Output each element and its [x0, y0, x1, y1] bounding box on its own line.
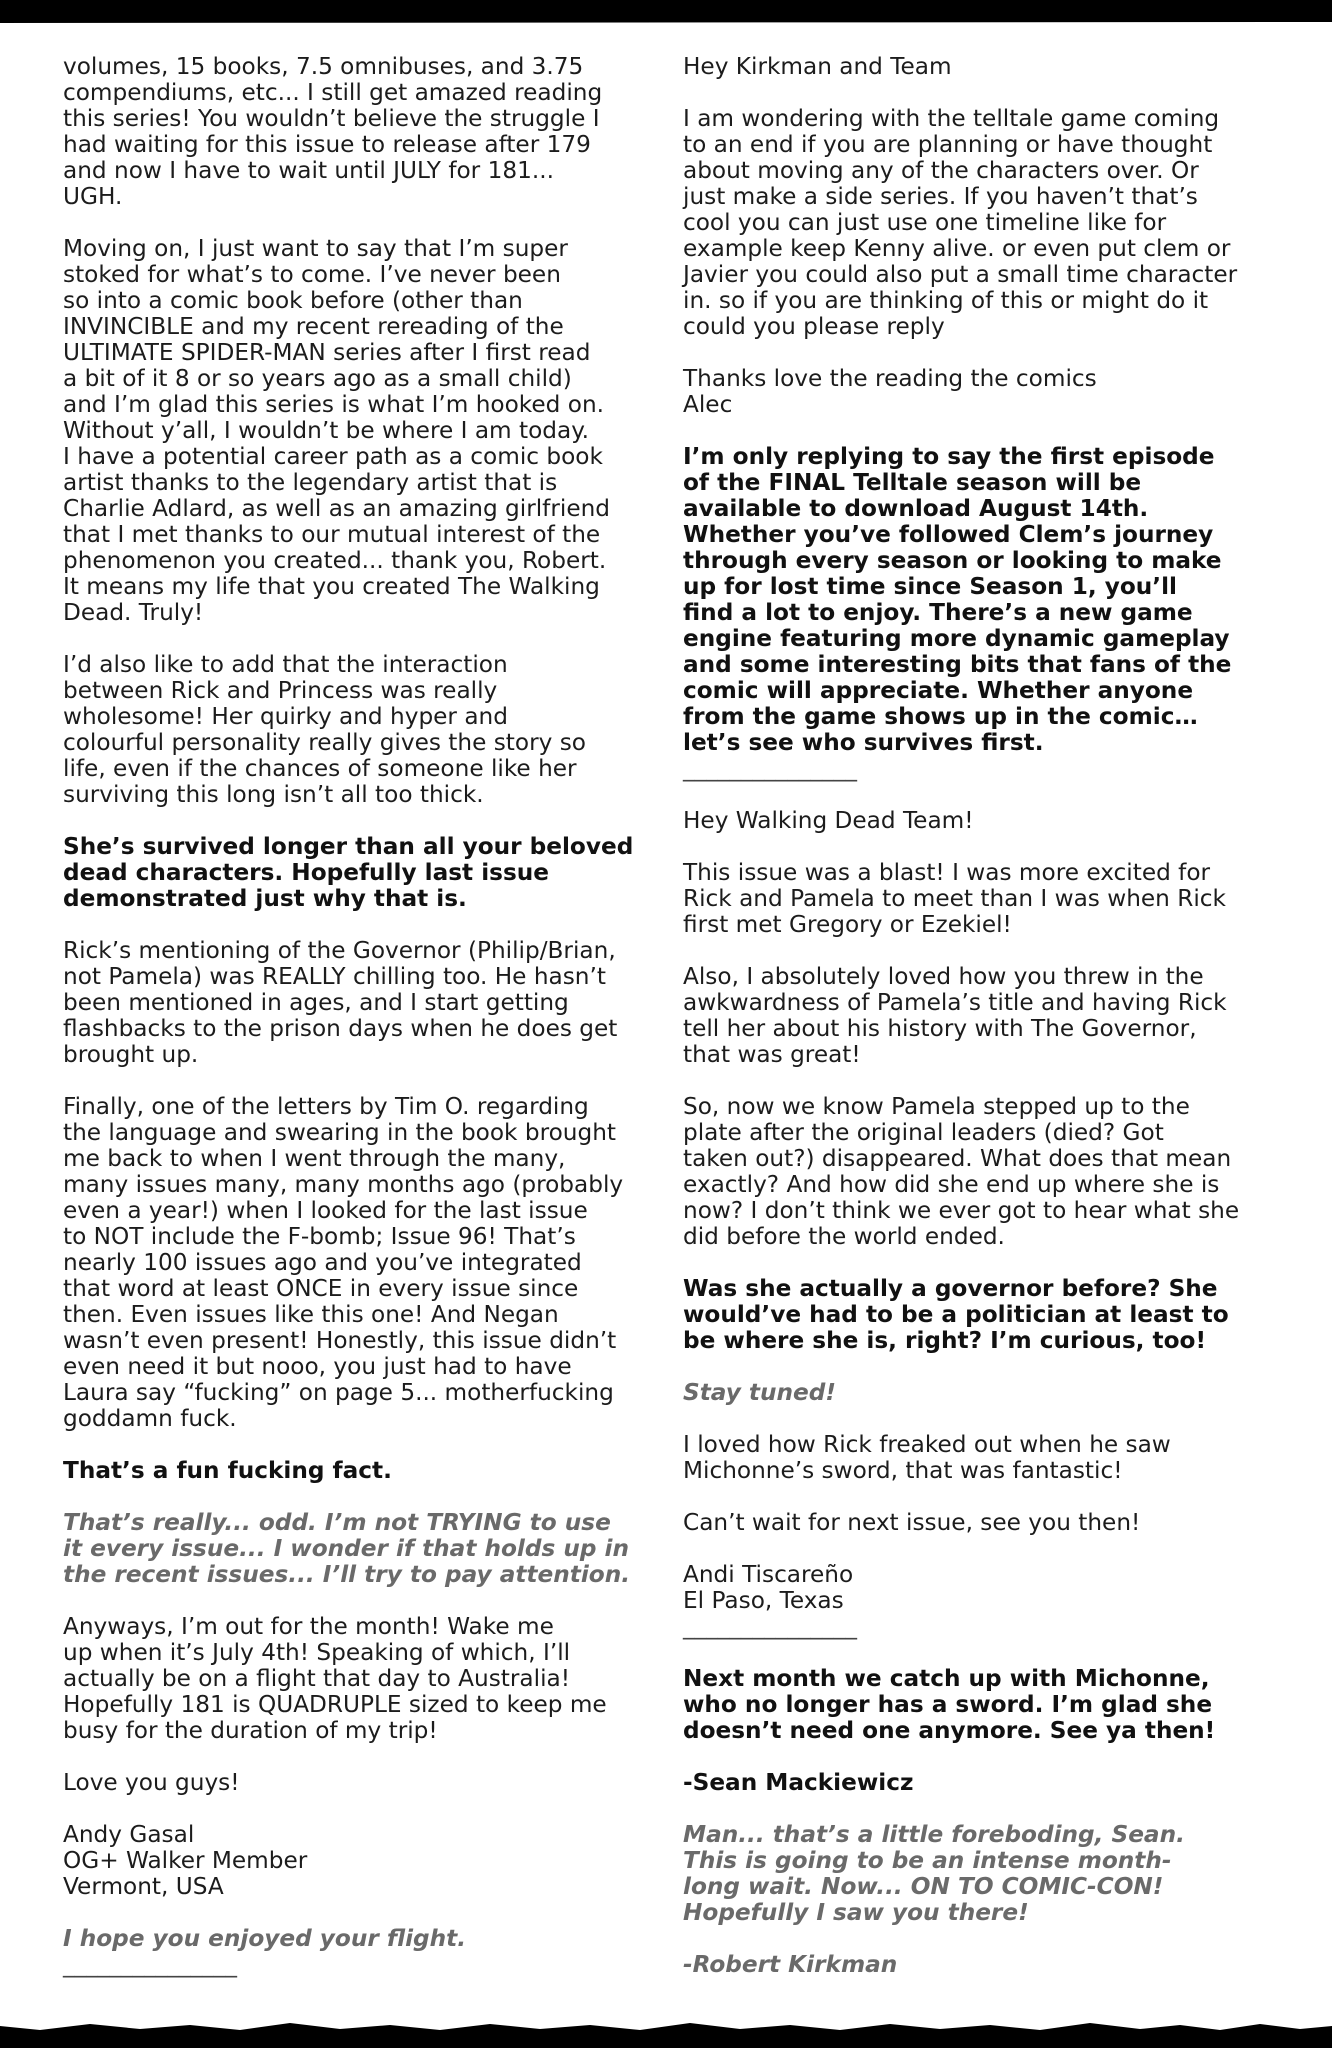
right-letter-paragraph: Andi Tiscareño El Paso, Texas — [683, 1561, 854, 1614]
left-editor-reply: She’s survived longer than all your beloved dead characters. Hopefully last issue demonstrated just why that is. — [63, 833, 634, 912]
right-letter-paragraph: Also, I absolutely loved how you threw in the awkwardness of Pamela’s title and having Rick tell her about his history with The Governor, that was great! — [683, 963, 1227, 1068]
left-letter-paragraph: Finally, one of the letters by Tim O. regarding the language and swearing in the book brought me back to when I went through the many, many issues many, many months ago (probably even a year!) when I looked for the last issue to NOT include the F-bomb; Issue 96! That’s nearly 100 issues ago and you’ve integrated that word at least ONCE in every issue since then. Even issues like this one! And Negan wasn’t even present! Honestly, this issue didn’t even need it but nooo, you just had to have Laura say “fucking” on page 5... motherfucking goddamn fuck. — [63, 1093, 624, 1432]
right-editor-reply: -Sean Mackiewicz — [683, 1769, 914, 1796]
right-letter-paragraph: Can’t wait for next issue, see you then! — [683, 1509, 1141, 1536]
right-letter-paragraph: I am wondering with the telltale game coming to an end if you are planning or have thought about moving any of the characters over. Or just make a side series. If you haven’t that’s cool you can just use one timeline like for example keep Kenny alive. or even put clem or Javier you could also put a small time character in. so if you are thinking of this or might do it could you please reply — [683, 105, 1238, 340]
right-kirkman-reply: -Robert Kirkman — [683, 1951, 898, 1978]
left-letter-paragraph: Rick’s mentioning of the Governor (Philip/Brian, not Pamela) was REALLY chilling too. He hasn’t been mentioned in ages, and I start getting flashbacks to the prison days when he does get brought up. — [63, 937, 618, 1068]
right-kirkman-reply: Man... that’s a little foreboding, Sean. This is going to be an intense month- long wait. Now... ON TO COMIC-CON! Hopefully I saw you there! — [683, 1821, 1185, 1926]
right-separator: _______________ — [683, 1613, 857, 1640]
left-column — [63, 54, 663, 2004]
right-letter-paragraph: This issue was a blast! I was more excited for Rick and Pamela to meet than I was when Rick first met Gregory or Ezekiel! — [683, 859, 1226, 938]
right-separator: _______________ — [683, 755, 857, 782]
right-letter-paragraph: So, now we know Pamela stepped up to the plate after the original leaders (died? Got taken out?) disappeared. What does that mean exactly? And how did she end up where she is now? I don’t think we ever got to hear what she did before the world ended. — [683, 1093, 1240, 1250]
right-letter-paragraph: Hey Walking Dead Team! — [683, 807, 974, 834]
top-border-grunge — [0, 0, 1332, 30]
right-editor-reply: Was she actually a governor before? She would’ve had to be a politician at least to be where she is, right? I’m curious, too! — [683, 1275, 1229, 1354]
bottom-border — [0, 2018, 1332, 2048]
left-letter-paragraph: Moving on, I just want to say that I’m super stoked for what’s to come. I’ve never been so into a comic book before (other than INVINCIBLE and my recent rereading of the ULTIMATE SPIDER-MAN series after I first read a bit of it 8 or so years ago as a small child) and I’m glad this series is what I’m hooked on. Without y’all, I wouldn’t be where I am today. I have a potential career path as a comic book artist thanks to the legendary artist that is Charlie Adlard, as well as an amazing girlfriend that I met thanks to our mutual interest of the phenomenon you created... thank you, Robert. It means my life that you created The Walking Dead. Truly! — [63, 235, 611, 626]
left-letter-paragraph: I’d also like to add that the interaction between Rick and Princess was really wholesome! Her quirky and hyper and colourful personality really gives the story so life, even if the chances of someone like her surviving this long isn’t all too thick. — [63, 651, 586, 808]
right-column — [683, 54, 1283, 2004]
left-kirkman-reply: I hope you enjoyed your flight. — [63, 1925, 467, 1952]
left-editor-reply: That’s a fun fucking fact. — [63, 1457, 392, 1484]
left-letter-paragraph: Andy Gasal OG+ Walker Member Vermont, USA — [63, 1821, 308, 1900]
left-kirkman-reply: That’s really... odd. I’m not TRYING to use it every issue... I wonder if that holds up in the recent issues... I’ll try to pay attention. — [63, 1509, 631, 1588]
left-separator: _______________ — [63, 1951, 237, 1978]
bottom-border-grunge — [0, 2018, 1332, 2048]
right-letter-paragraph: Thanks love the reading the comics Alec — [683, 365, 1097, 418]
left-letter-paragraph: Love you guys! — [63, 1769, 240, 1796]
right-editor-reply: I’m only replying to say the first episode of the FINAL Telltale season will be available to download August 14th. Whether you’ve followed Clem’s journey through every season or looking to make up for lost time since Season 1, you’ll find a lot to enjoy. There’s a new game engine featuring more dynamic gameplay and some interesting bits that fans of the comic will appreciate. Whether anyone from the game shows up in the comic… let’s see who survives first. — [683, 443, 1232, 756]
left-letter-paragraph: volumes, 15 books, 7.5 omnibuses, and 3.75 compendiums, etc... I still get amazed reading this series! You wouldn’t believe the struggle I had waiting for this issue to release after 179 and now I have to wait until JULY for 181... UGH. — [63, 53, 603, 210]
right-kirkman-reply: Stay tuned! — [683, 1379, 836, 1406]
right-letter-paragraph: Hey Kirkman and Team — [683, 53, 952, 80]
top-border — [0, 0, 1332, 30]
right-editor-reply: Next month we catch up with Michonne, who no longer has a sword. I’m glad she doesn’t need one anymore. See ya then! — [683, 1665, 1216, 1744]
left-letter-paragraph: Anyways, I’m out for the month! Wake me up when it’s July 4th! Speaking of which, I’ll actually be on a flight that day to Australia! Hopefully 181 is QUADRUPLE sized to keep me busy for the duration of my trip! — [63, 1613, 607, 1744]
right-letter-paragraph: I loved how Rick freaked out when he saw Michonne’s sword, that was fantastic! — [683, 1431, 1171, 1484]
